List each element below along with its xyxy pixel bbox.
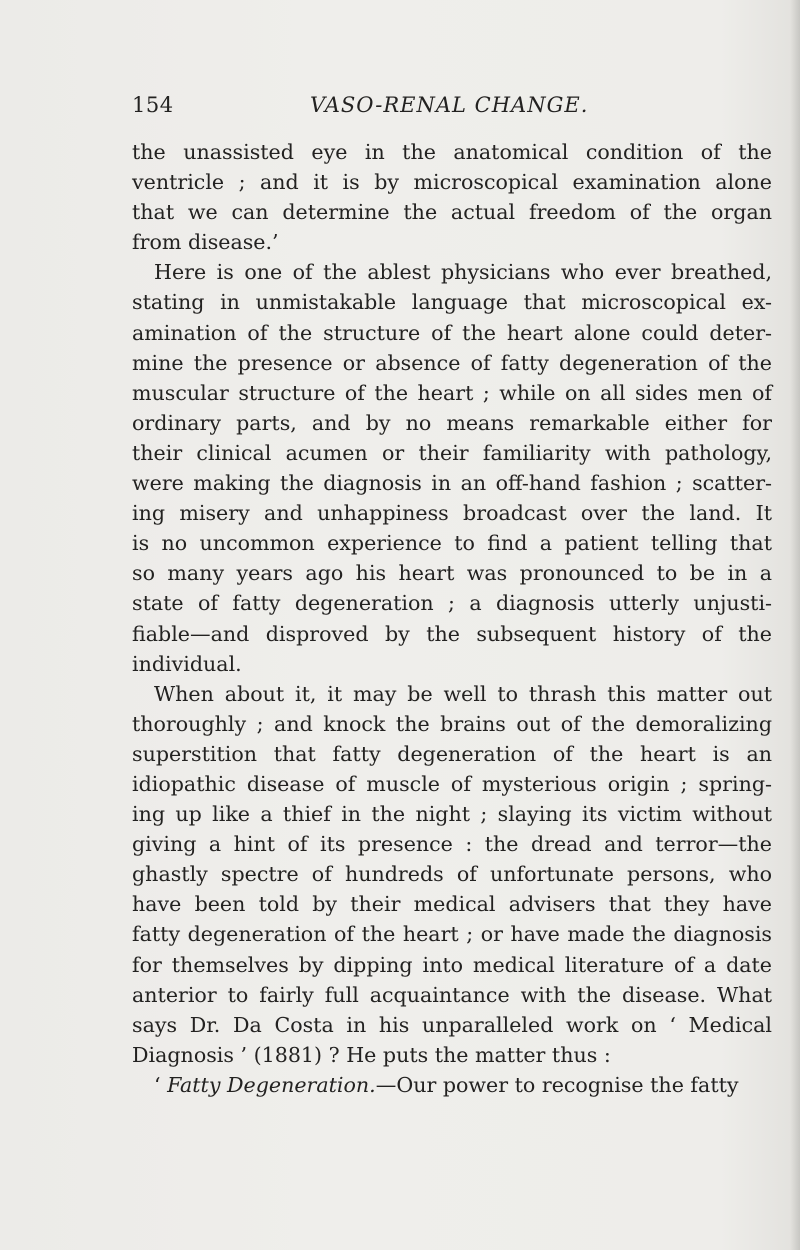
text-line: the unassisted eye in the anatomical condition of the [132,140,772,164]
body-text [132,137,772,1100]
text-line: thoroughly ; and knock the brains out of the demoralizing [132,711,772,736]
paragraph-start-line: Here is one of the ablest physicians who ever breathed, [154,260,772,285]
text-line: for themselves by dipping into medical literature of a date [132,952,772,977]
text-line: ing up like a thief in the night ; slaying its victim without [132,802,772,827]
open-quote: ‘ [154,1072,168,1097]
text-line: is no uncommon experience to find a patient telling that [132,531,772,556]
text-line: muscular structure of the heart ; while on all sides men of [132,380,772,405]
text-line: fiable—and disproved by the subsequent history of the [132,621,772,646]
page-header [132,93,692,123]
text-line: mine the presence or absence of fatty degeneration of the [132,350,772,375]
running-title: VASO-RENAL CHANGE. [310,93,589,117]
quotation-text: —Our power to recognise the fatty [375,1072,739,1097]
text-line: ordinary parts, and by no means remarkable either for [132,410,772,435]
text-line: anterior to fairly full acquaintance with the disease. What [132,982,772,1007]
text-line: fatty degeneration of the heart ; or have made the diagnosis [132,922,772,947]
text-line: superstition that fatty degeneration of the heart is an [132,741,772,766]
text-line: amination of the structure of the heart alone could deter- [132,320,772,345]
text-line: says Dr. Da Costa in his unparalleled work on ‘ Medical [132,1012,772,1037]
text-line: ventricle ; and it is by microscopical examination alone [132,170,772,195]
quoted-heading: Fatty Degeneration. [167,1072,376,1097]
page-edge-shadow [790,0,800,1250]
text-line: individual. [132,651,242,676]
text-line: from disease.’ [132,230,279,255]
text-line: Diagnosis ’ (1881) ? He puts the matter thus : [132,1042,611,1067]
text-line: that we can determine the actual freedom of the organ [132,200,772,225]
text-line: ghastly spectre of hundreds of unfortunate persons, who [132,862,772,887]
text-line: have been told by their medical advisers that they have [132,892,772,917]
text-line: their clinical acumen or their familiarity with pathology, [132,440,772,465]
quotation-line [132,1070,772,1100]
text-line: so many years ago his heart was pronounced to be in a [132,561,772,586]
text-line: stating in unmistakable language that microscopical ex- [132,290,772,315]
text-line: ing misery and unhappiness broadcast over the land. It [132,501,772,526]
text-line: were making the diagnosis in an off-hand fashion ; scatter- [132,471,772,496]
text-line: idiopathic disease of muscle of mysterious origin ; spring- [132,771,772,796]
text-line: state of fatty degeneration ; a diagnosis utterly unjusti- [132,591,772,616]
paragraph-start-line: When about it, it may be well to thrash this matter out [154,681,772,706]
text-line: giving a hint of its presence : the dread and terror—the [132,832,772,857]
page-number: 154 [132,93,174,117]
